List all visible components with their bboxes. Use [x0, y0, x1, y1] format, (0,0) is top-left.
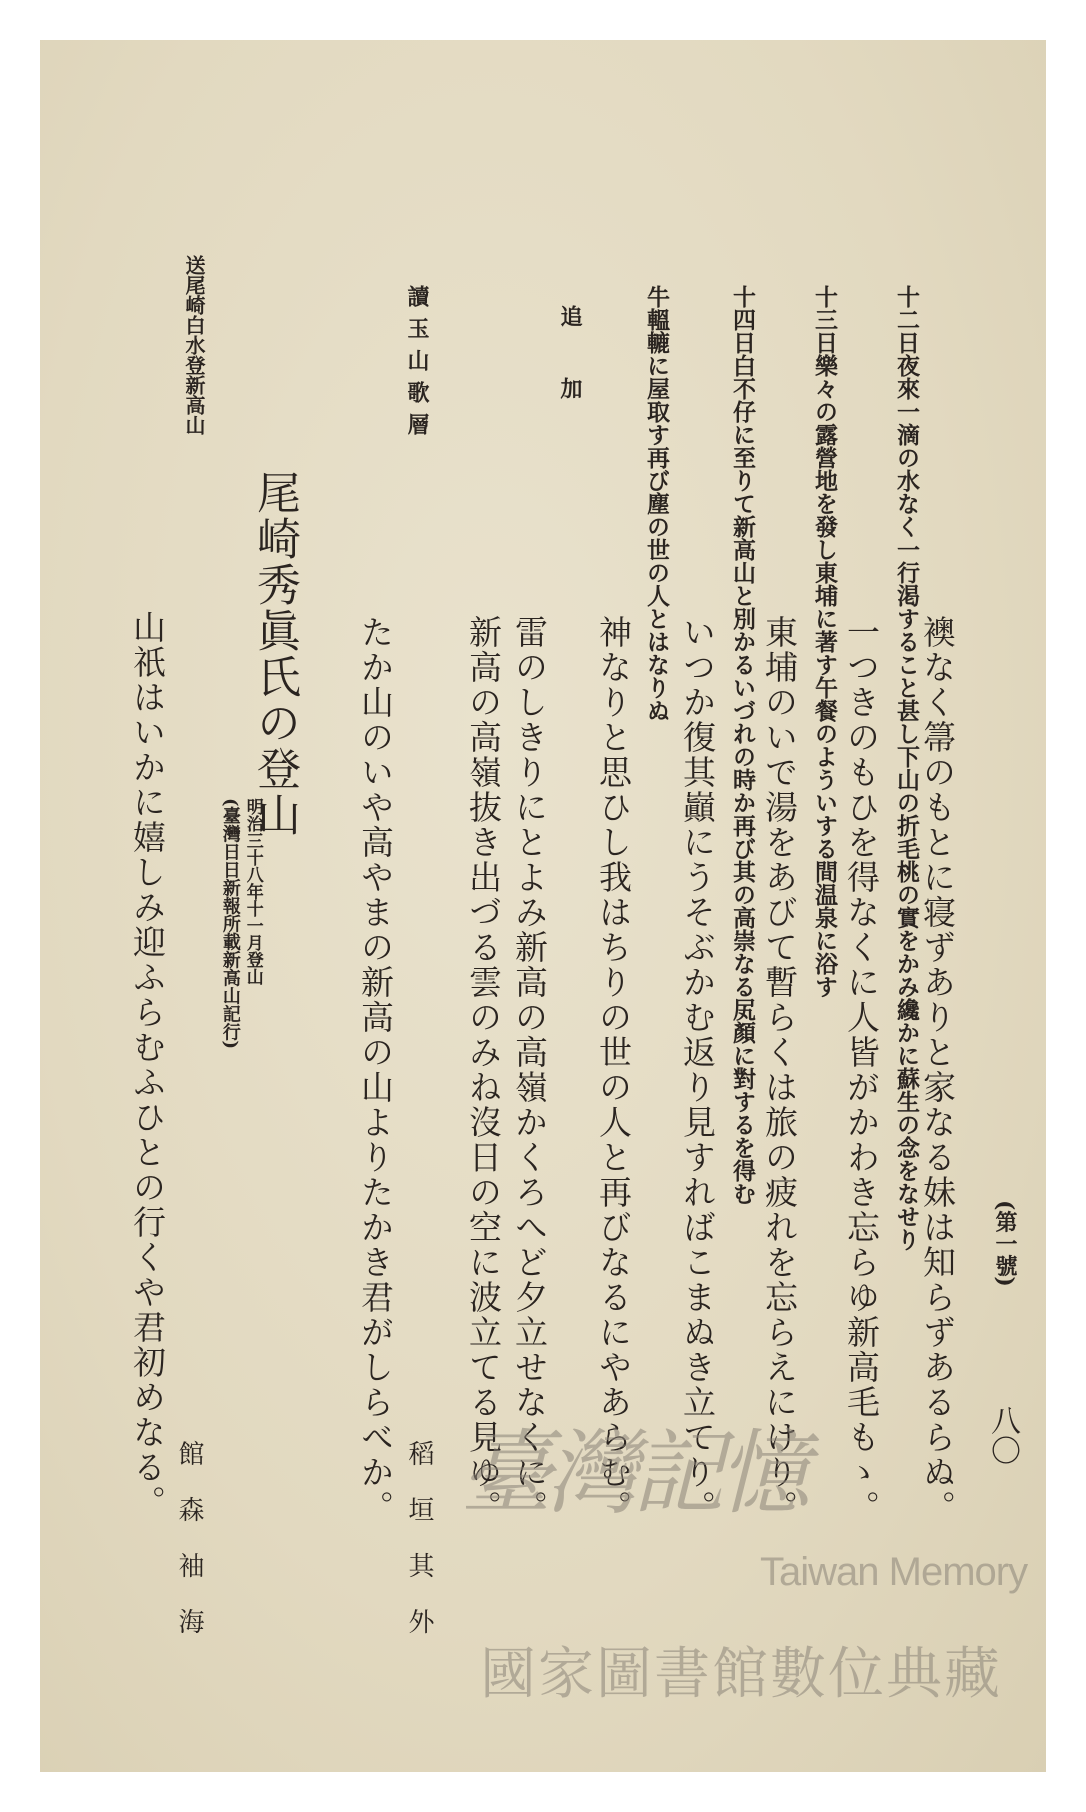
page-number: 八〇 [985, 1405, 1020, 1465]
article-note [220, 798, 261, 1049]
prose-line: 十四日白不仔に至りて新高山と別かるいづれの時か再び其の高崇なる㞍顏に對するを得む [729, 285, 756, 1205]
poem-line: 東埔のいで湯をあびて暫らくは旅の疲れを忘らえにけり。 [760, 615, 799, 1525]
document-page [40, 40, 1046, 1772]
poem-line: 襖なく箒のもとに寝ずありと家なる妹は知らずあるらぬ。 [918, 615, 957, 1525]
article-note-source: (臺灣日日新報所載新高山記行) [219, 798, 241, 1050]
poem-line: 一つきのもひを得なくに人皆がかわき忘らゆ新高毛もゝ。 [842, 615, 881, 1525]
author-name: 稻垣其外 [404, 1440, 434, 1664]
poem-line: 神なりと思ひし我はちりの世の人と再びなるにやあらむ。 [594, 615, 633, 1525]
watermark-english: Taiwan Memory [760, 1550, 1028, 1594]
section-heading: 追 加 [557, 305, 583, 413]
article-note-date: 明治三十八年十一月登山 [242, 798, 263, 985]
watermark-calligraphy: 臺灣記憶 [460, 1420, 805, 1527]
poem-line: いつか復其巓にうそぶかむ返り見すればこまぬき立てり。 [678, 615, 717, 1525]
prose-line: 十三日樂々の露營地を發し東埔に著す午餐のよういする間温泉に浴す [811, 285, 838, 998]
issue-label: (第一號) [992, 1200, 1018, 1287]
poem-line: 雷のしきりにとよみ新高の高嶺かくろへど夕立せなくに。 [510, 615, 549, 1525]
prose-line: 牛轀轆に屋取す再び塵の世の人とはなりぬ [643, 285, 670, 722]
poem-line: たか山のいや高やまの新高の山よりたかき君がしらべか。 [356, 615, 395, 1525]
author-name: 館森袖海 [174, 1440, 204, 1664]
section-heading: 讀玉山歌層 [404, 285, 430, 445]
section-heading: 送尾崎白水登新高山 [182, 255, 206, 435]
prose-line: 十二日夜來一滴の水なく一行渇すること甚し下山の折毛桃の實をかみ纔かに蘇生の念をなせり [893, 285, 920, 1251]
poem-line: 山祇はいかに嬉しみ迎ふらむふひとの行くや君初めなる。 [128, 610, 167, 1520]
watermark-chinese: 國家圖書館數位典藏 [480, 1642, 1002, 1707]
article-title: 尾崎秀眞氏の登山 [249, 470, 300, 838]
poem-line: 新高の高嶺抜き出づる雲のみね沒日の空に波立てる見ゆ。 [464, 615, 503, 1525]
